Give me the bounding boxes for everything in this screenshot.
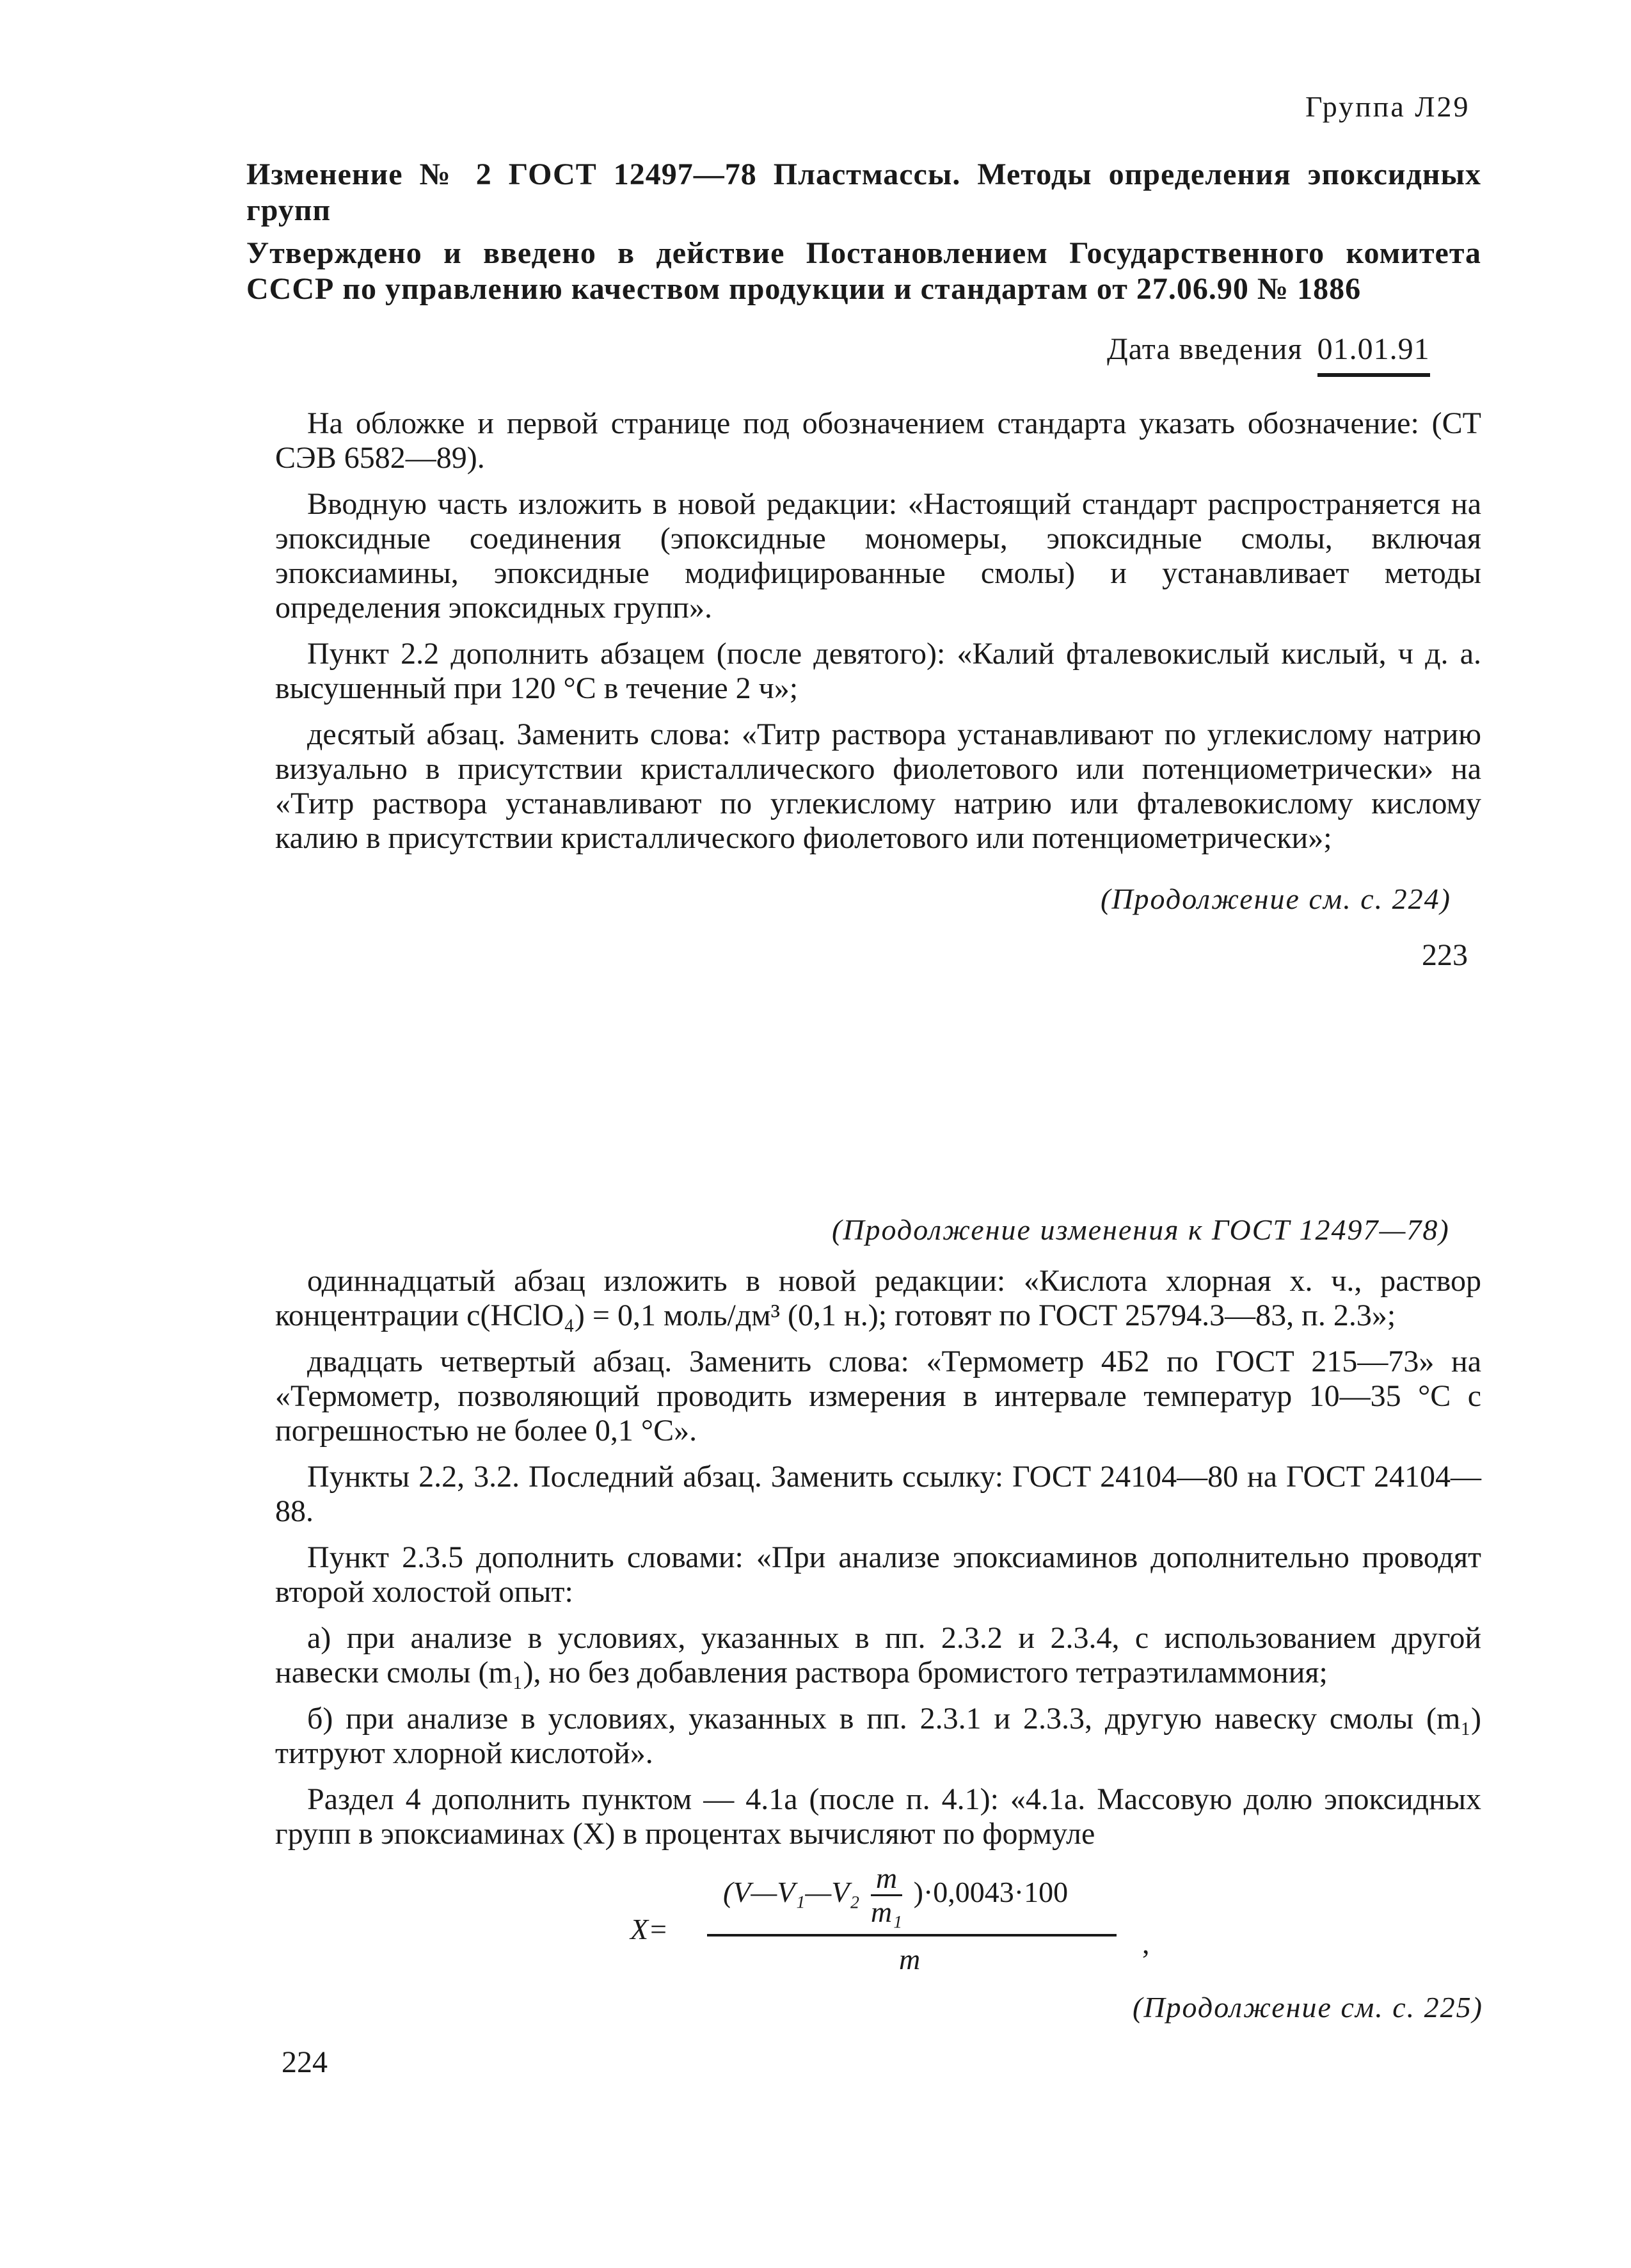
formula-trailing: , (1142, 1927, 1150, 1960)
paragraph: Пункт 2.2 дополнить абзацем (после девятого): «Калий фталевокислый кислый, ч д. а. высушенный при 120 °С в течение 2 ч»; (275, 637, 1481, 705)
formula (630, 1862, 1206, 1984)
continuation-note-223: (Продолжение см. с. 224) (1101, 882, 1451, 915)
paragraph: На обложке и первой странице под обозначением стандарта указать обозначение: (СТ СЭВ 6582—89). (275, 406, 1481, 475)
approval-statement: Утверждено и введено в действие Постановлением Государственного комитета СССР по управлению качеством продукции и стандартам от 27.06.90 № 1886 (246, 236, 1481, 306)
continuation-note-224: (Продолжение см. с. 225) (1133, 1991, 1483, 2024)
formula-denominator: m (899, 1943, 921, 1976)
intro-date-value: 01.01.91 (1317, 331, 1430, 377)
formula-num-left: (V—V₁—V₂ (723, 1876, 860, 1909)
page-number-223: 223 (1422, 938, 1468, 972)
continuation-header-224: (Продолжение изменения к ГОСТ 12497—78) (832, 1213, 1450, 1246)
paragraph: двадцать четвертый абзац. Заменить слова: «Термометр 4Б2 по ГОСТ 215—73» на «Термометр, позволяющий проводить измерения в интервале температур 10—35 °С с погрешностью не более 0,1 °С». (275, 1345, 1481, 1448)
paragraph: одиннадцатый абзац изложить в новой редакции: «Кислота хлорная х. ч., раствор концентрации c(HClO₄) = 0,1 моль/дм³ (0,1 н.); готовят по ГОСТ 25794.3—83, п. 2.3»; (275, 1264, 1481, 1332)
paragraph: Вводную часть изложить в новой редакции: «Настоящий стандарт распространяется на эпоксидные соединения (эпоксидные мономеры, эпоксидные смолы, включая эпоксиамины, эпоксидные модифицированные смолы) и устанавливает методы определения эпоксидных групп». (275, 487, 1481, 625)
change-title: Изменение № 2 ГОСТ 12497—78 Пластмассы. Методы определения эпоксидных групп (246, 157, 1481, 227)
paragraph: десятый абзац. Заменить слова: «Титр раствора устанавливают по углекислому натрию визуально в присутствии кристаллического фиолетового или потенциометрически» на «Титр раствора устанавливают по углекислому натрию или фталевокислому кислому калию в присутствии кристаллического фиолетового или потенциометрически»; (275, 717, 1481, 855)
formula-inner-fraction (871, 1862, 902, 1928)
page-223-body (275, 406, 1481, 867)
formula-lhs: X= (630, 1913, 669, 1945)
paragraph: б) при анализе в условиях, указанных в пп. 2.3.1 и 2.3.3, другую навеску смолы (m₁) титруют хлорной кислотой». (275, 1702, 1481, 1770)
group-label: Группа Л29 (1305, 90, 1470, 123)
formula-num-right: )·0,0043·100 (913, 1876, 1069, 1909)
page-224-body (275, 1264, 1481, 1863)
intro-date-label: Дата введения (1107, 332, 1303, 366)
page-number-224: 224 (282, 2045, 328, 2079)
intro-date (1107, 331, 1430, 377)
paragraph: Пункты 2.2, 3.2. Последний абзац. Заменить ссылку: ГОСТ 24104—80 на ГОСТ 24104—88. (275, 1460, 1481, 1528)
paragraph: Раздел 4 дополнить пунктом — 4.1а (после п. 4.1): «4.1а. Массовую долю эпоксидных групп в эпоксиаминах (X) в процентах вычисляют по формуле (275, 1782, 1481, 1851)
formula-numerator (723, 1862, 1068, 1928)
paragraph: Пункт 2.3.5 дополнить словами: «При анализе эпоксиаминов дополнительно проводят второй холостой опыт: (275, 1540, 1481, 1609)
paragraph: а) при анализе в условиях, указанных в пп. 2.3.2 и 2.3.4, с использованием другой навески смолы (m₁), но без добавления раствора бромистого тетраэтиламмония; (275, 1621, 1481, 1689)
formula-frac-bottom: m₁ (870, 1896, 903, 1928)
formula-fraction-bar (707, 1934, 1117, 1937)
formula-frac-top: m (871, 1862, 902, 1896)
